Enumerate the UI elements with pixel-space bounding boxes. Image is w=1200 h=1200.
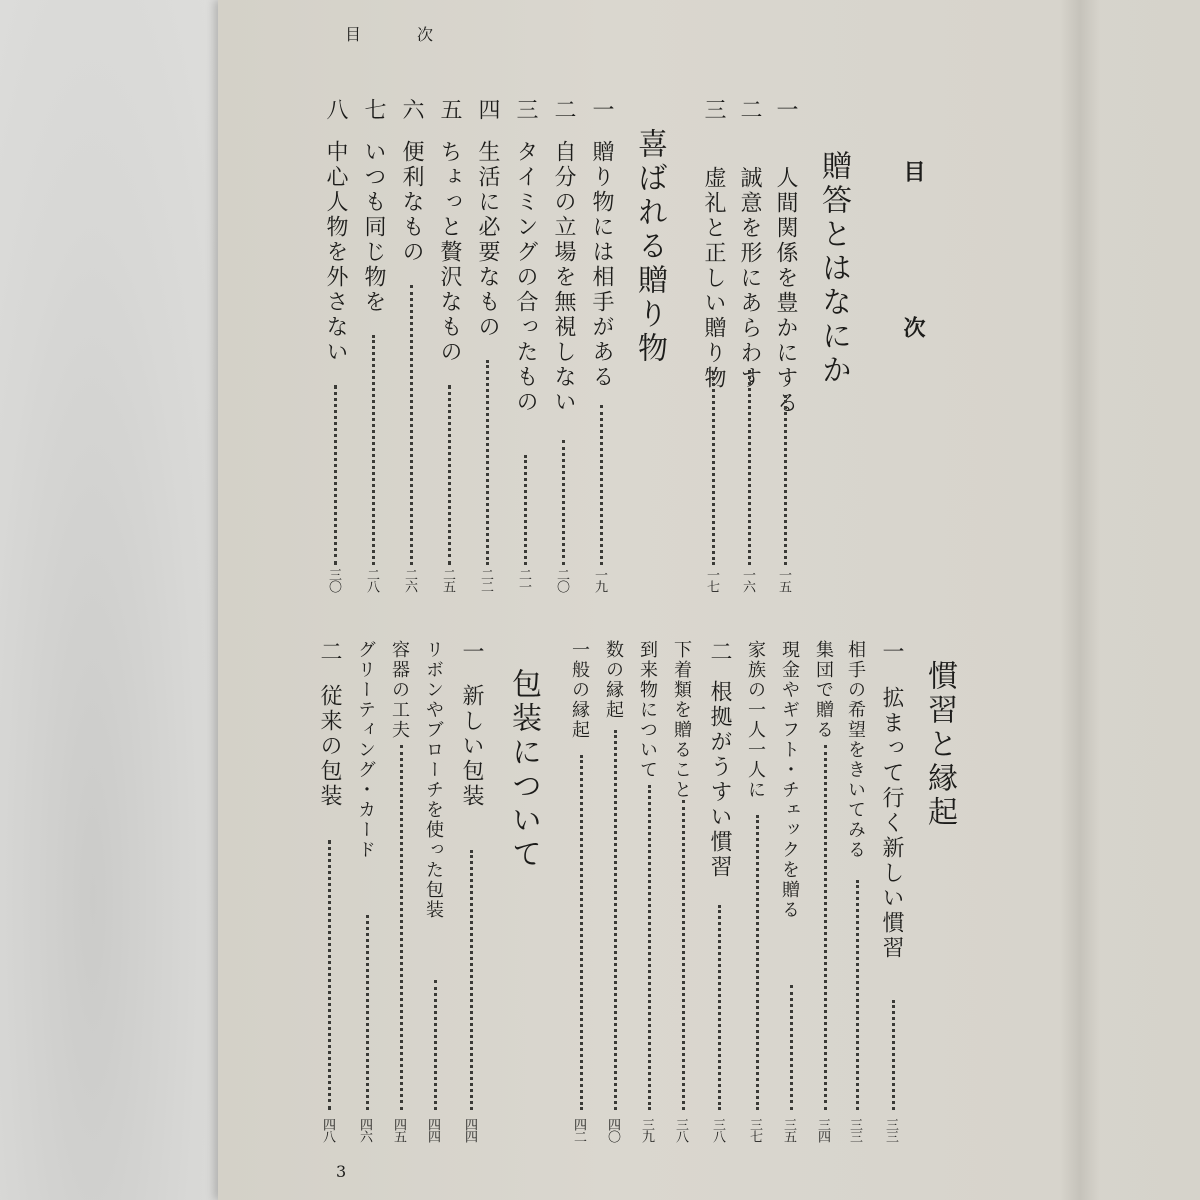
toc-entry-title: 家族の一人一人に — [745, 640, 766, 800]
leader-dots — [334, 385, 337, 565]
page-ref: 二二 — [478, 568, 493, 592]
page-ref: 四二 — [571, 1118, 586, 1142]
section-title: 贈答とはなにか — [816, 150, 851, 388]
page-ref: 一七 — [704, 568, 719, 592]
toc-entry-num: 一 — [589, 98, 614, 123]
page-ref: 二五 — [440, 568, 455, 592]
leader-dots — [648, 785, 651, 1110]
toc-entry-num: 二 — [551, 98, 576, 123]
leader-dots — [790, 985, 793, 1110]
leader-dots — [600, 405, 603, 565]
page-ref: 三七 — [747, 1118, 762, 1142]
toc-entry-num: 二 — [737, 98, 762, 123]
page-ref: 三五 — [781, 1118, 796, 1142]
leader-dots — [470, 850, 473, 1110]
toc-entry-title: 誠意を形にあらわす — [737, 166, 762, 391]
leader-dots — [580, 755, 583, 1110]
toc-entry-title: 容器の工夫 — [389, 640, 410, 740]
leader-dots — [712, 372, 715, 565]
toc-entry-title: 贈り物には相手がある — [589, 140, 614, 390]
toc-entry-title: 自分の立場を無視しない — [551, 140, 576, 415]
leader-dots — [524, 455, 527, 565]
toc-entry-title: 数の縁起 — [603, 640, 624, 720]
toc-entry-num: 八 — [323, 98, 348, 123]
page-ref: 三三 — [883, 1118, 898, 1142]
leader-dots — [372, 335, 375, 565]
page-ref: 四八 — [320, 1118, 335, 1142]
toc-entry-title: 便利なもの — [399, 140, 424, 265]
section-title: 慣習と縁起 — [922, 660, 957, 830]
toc-entry-title: 生活に必要なもの — [475, 140, 500, 340]
toc-entry-title: いつも同じ物を — [361, 140, 386, 315]
leader-dots — [614, 730, 617, 1110]
toc-entry-title: 下着類を贈ること — [671, 640, 692, 800]
page-number: 3 — [336, 1162, 347, 1181]
leader-dots — [824, 745, 827, 1110]
leader-dots — [756, 815, 759, 1110]
toc-entry-title: 集団で贈る — [813, 640, 834, 740]
toc-entry-title: 到来物について — [637, 640, 658, 780]
page-ref: 四四 — [462, 1118, 477, 1142]
toc-entry-title: リボンやブローチを使った包装 — [423, 640, 444, 920]
toc-entry-num: 五 — [437, 98, 462, 123]
leader-dots — [328, 840, 331, 1110]
page-ref: 一五 — [776, 568, 791, 592]
toc-entry-title: 新しい包装 — [459, 684, 484, 809]
section-title: 包装について — [506, 668, 541, 872]
toc-entry-title: タイミングの合ったもの — [513, 140, 538, 415]
toc-entry-title: 人間関係を豊かにする — [773, 166, 798, 416]
toc-entry-title: 拡まって行く新しい慣習 — [879, 686, 904, 961]
page-ref: 三八 — [673, 1118, 688, 1142]
leader-dots — [892, 1000, 895, 1110]
leader-dots — [448, 385, 451, 565]
page-ref: 一六 — [740, 568, 755, 592]
leader-dots — [366, 915, 369, 1110]
leader-dots — [410, 285, 413, 565]
page-ref: 三三 — [847, 1118, 862, 1142]
page-ref: 三四 — [815, 1118, 830, 1142]
section-title: 喜ばれる贈り物 — [632, 128, 667, 366]
page-ref: 三九 — [639, 1118, 654, 1142]
leader-dots — [856, 880, 859, 1110]
toc-entry-title: 中心人物を外さない — [323, 140, 348, 365]
toc-entry-num: 四 — [475, 98, 500, 123]
toc-entry-num: 三 — [701, 98, 726, 123]
toc-entry-num: 七 — [361, 98, 386, 123]
toc-entry-num: 一 — [879, 640, 904, 665]
background-surface — [0, 0, 232, 1200]
toc-entry-num: 六 — [399, 98, 424, 123]
leader-dots — [434, 980, 437, 1110]
page-ref: 三八 — [710, 1118, 725, 1142]
toc-entry-num: 一 — [773, 98, 798, 123]
page-ref: 一九 — [592, 568, 607, 592]
toc-entry-num: 二 — [317, 640, 342, 665]
page-ref: 四六 — [357, 1118, 372, 1142]
toc-heading: 目 次 — [900, 160, 926, 368]
toc-entry-num: 二 — [707, 640, 732, 665]
running-head: 目 次 — [345, 25, 436, 44]
leader-dots — [400, 745, 403, 1110]
page-fold-shadow — [1060, 0, 1100, 1200]
leader-dots — [562, 440, 565, 565]
page-ref: 三〇 — [326, 568, 341, 592]
page-ref: 二六 — [402, 568, 417, 592]
page-ref: 四四 — [425, 1118, 440, 1142]
page-ref: 四五 — [391, 1118, 406, 1142]
leader-dots — [784, 395, 787, 565]
page-ref: 二一 — [516, 568, 531, 592]
page-ref: 四〇 — [605, 1118, 620, 1142]
page-ref: 二〇 — [554, 568, 569, 592]
page-ref: 二八 — [364, 568, 379, 592]
leader-dots — [682, 800, 685, 1110]
leader-dots — [748, 370, 751, 565]
toc-entry-title: グリーティング・カード — [355, 640, 376, 860]
toc-entry-title: 根拠がうすい慣習 — [707, 680, 732, 880]
toc-entry-title: 相手の希望をきいてみる — [845, 640, 866, 860]
toc-entry-title: 一般の縁起 — [569, 640, 590, 740]
toc-entry-title: ちょっと贅沢なもの — [437, 140, 462, 365]
toc-entry-num: 三 — [513, 98, 538, 123]
toc-entry-num: 一 — [459, 640, 484, 665]
toc-entry-title: 虚礼と正しい贈り物 — [701, 166, 726, 391]
toc-entry-title: 現金やギフト・チェックを贈る — [779, 640, 800, 920]
leader-dots — [718, 905, 721, 1110]
toc-entry-title: 従来の包装 — [317, 684, 342, 809]
leader-dots — [486, 360, 489, 565]
